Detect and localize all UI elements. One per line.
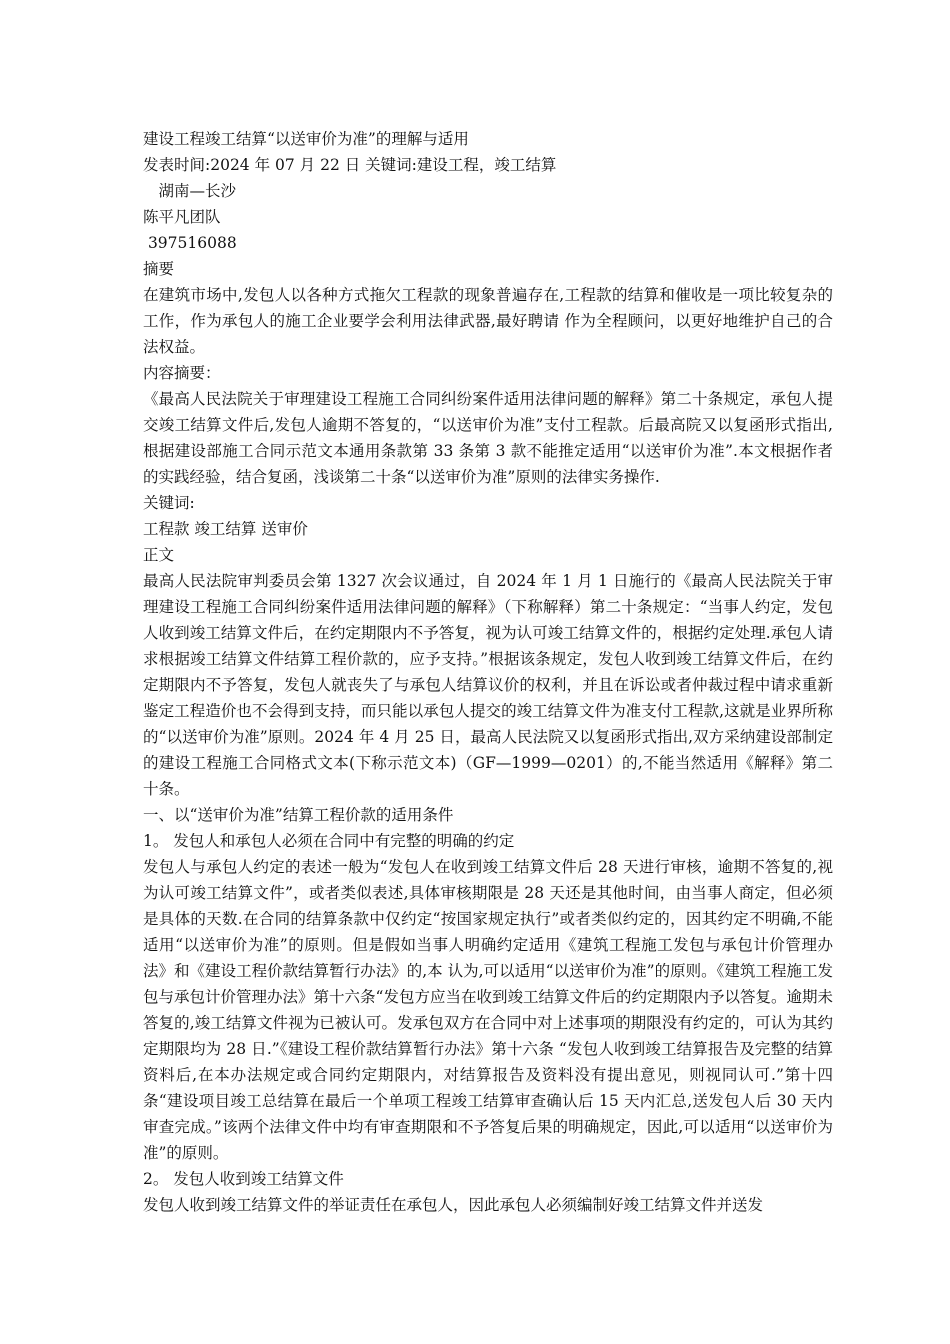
publish-meta: 发表时间:2024 年 07 月 22 日 关键词:建设工程，竣工结算 — [143, 156, 557, 174]
location: 湖南—长沙 — [143, 182, 237, 200]
body-paragraph-1: 最高人民法院审判委员会第 1327 次会议通过，自 2024 年 1 月 1 日施行的《最高人民法院关于审理建设工程施工合同纠纷案件适用法律问题的解释》（下称解释）第二十条规定：“当事人约定，发包人收到竣工结算文件后，在约定期限内不予答复，视为认可竣工结算文件的，根据约定处理.承包人请求根据竣工结算文件结算工程价款的，应予支持。”根据该条规定，发包人收到竣工结算文件后，在约定期限内不予答复，发包人就丧失了与承包人结算议价的权利，并且在诉讼或者仲裁过程中请求重新鉴定工程造价也不会得到支持，而只能以承包人提交的竣工结算文件为准支付工程款,这就是业界所称的“以送审价为准”原则。2024 年 4 月 25 日，最高人民法院又以复函形式指出,双方采纳建设部制定的建设工程施工合同格式文本(下称示范文本)（GF—1999—0201）的,不能当然适用《解释》第二十条。 — [143, 572, 833, 798]
summary-text: 《最高人民法院关于审理建设工程施工合同纠纷案件适用法律问题的解释》第二十条规定，承包人提交竣工结算文件后,发包人逾期不答复的，“以送审价为准”支付工程款。后最高院又以复函形式指出,根据建设部施工合同示范文本通用条款第 33 条第 3 款不能推定适用“以送审价为准”.本文根据作者的实践经验，结合复函，浅谈第二十条“以送审价为准”原则的法律实务操作. — [143, 390, 833, 486]
document-page — [143, 126, 833, 1218]
item-1-text: 发包人与承包人约定的表述一般为“发包人在收到竣工结算文件后 28 天进行审核，逾期不答复的,视为认可竣工结算文件”，或者类似表述,具体审核期限是 28 天还是其他时间，由当事人商定，但必须是具体的天数.在合同的结算条款中仅约定“按国家规定执行”或者类似约定的，因其约定不明确,不能适用“以送审价为准”的原则。但是假如当事人明确约定适用《建筑工程施工发包与承包计价管理办法》和《建设工程价款结算暂行办法》的,本 认为,可以适用“以送审价为准”的原则。《建筑工程施工发包与承包计价管理办法》第十六条“发包方应当在收到竣工结算文件后的约定期限内予以答复。逾期未答复的,竣工结算文件视为已被认可。发承包双方在合同中对上述事项的期限没有约定的，可认为其约定期限均为 28 日.”《建设工程价款结算暂行办法》第十六条 “发包人收到竣工结算报告及完整的结算资料后,在本办法规定或合同约定期限内，对结算报告及资料没有提出意见，则视同认可.”第十四条“建设项目竣工总结算在最后一个单项工程竣工结算审查确认后 15 天内汇总,送发包人后 30 天内审查完成。”该两个法律文件中均有审查期限和不予答复后果的明确规定，因此,可以适用“以送审价为准”的原则。 — [143, 858, 833, 1162]
team-name: 陈平凡团队 — [143, 208, 221, 226]
item-2-heading: 2。 发包人收到竣工结算文件 — [143, 1170, 344, 1188]
abstract-heading: 摘要 — [143, 260, 175, 278]
keywords-heading: 关键词: — [143, 494, 195, 512]
keywords-text: 工程款 竣工结算 送审价 — [143, 520, 308, 538]
document-title: 建设工程竣工结算“以送审价为准”的理解与适用 — [143, 130, 469, 148]
abstract-text: 在建筑市场中,发包人以各种方式拖欠工程款的现象普遍存在,工程款的结算和催收是一项比较复杂的工作，作为承包人的施工企业要学会利用法律武器,最好聘请 作为全程顾问，以更好地维护自己的合法权益。 — [143, 286, 833, 356]
item-2-text: 发包人收到竣工结算文件的举证责任在承包人，因此承包人必须编制好竣工结算文件并送发 — [143, 1196, 764, 1214]
item-1-heading: 1。 发包人和承包人必须在合同中有完整的明确的约定 — [143, 832, 515, 850]
body-heading: 正文 — [143, 546, 175, 564]
phone-number: 397516088 — [143, 234, 237, 252]
section-1-heading: 一、以“送审价为准”结算工程价款的适用条件 — [143, 806, 454, 824]
summary-heading: 内容摘要： — [143, 364, 221, 382]
